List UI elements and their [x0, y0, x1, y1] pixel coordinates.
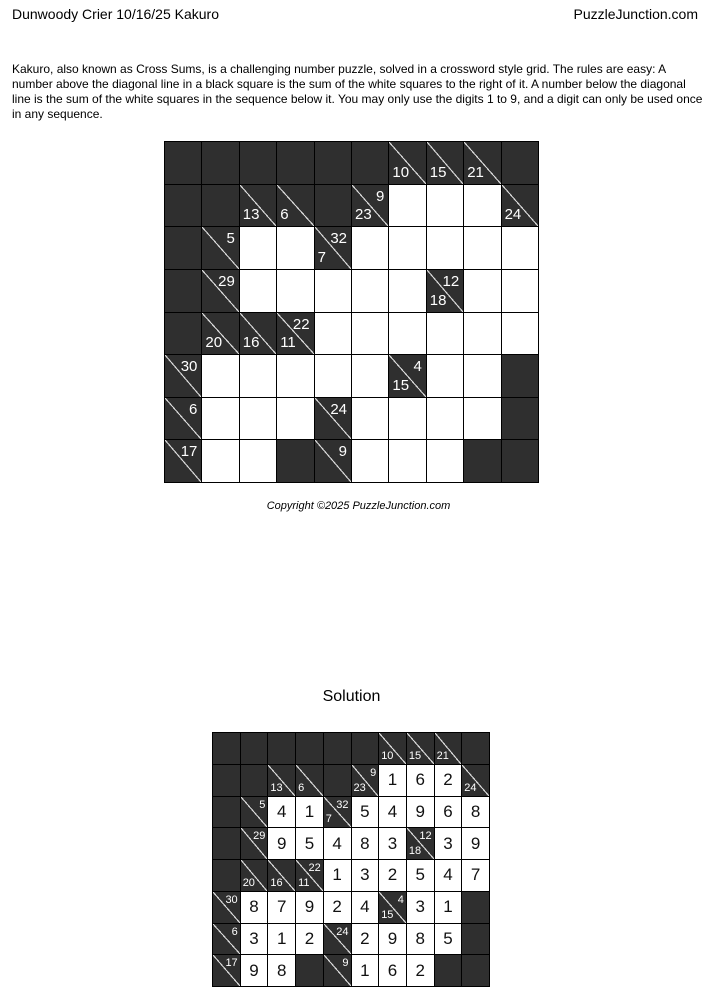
down-sum: 15	[381, 908, 394, 921]
solution-entry-cell	[296, 828, 323, 859]
solution-digit: 4	[387, 801, 398, 821]
puzzle-entry-cell[interactable]	[427, 440, 463, 482]
puzzle-entry-cell[interactable]	[352, 355, 388, 397]
solution-black-cell	[462, 892, 489, 923]
solution-digit: 5	[304, 833, 315, 853]
down-sum: 15	[392, 376, 410, 394]
down-sum: 10	[392, 163, 410, 181]
across-sum: 9	[338, 443, 347, 461]
across-sum: 5	[259, 798, 266, 811]
solution-digit: 3	[387, 833, 398, 853]
puzzle-clue-cell	[427, 270, 463, 312]
solution-black-cell	[241, 733, 268, 764]
solution-entry-cell	[435, 828, 462, 859]
solution-entry-cell	[352, 860, 379, 891]
puzzle-entry-cell[interactable]	[464, 185, 500, 227]
solution-clue-cell	[324, 797, 351, 828]
puzzle-entry-cell[interactable]	[240, 227, 276, 269]
down-sum: 13	[242, 206, 260, 224]
down-sum: 6	[280, 206, 289, 224]
solution-digit: 2	[304, 928, 315, 948]
solution-entry-cell	[407, 797, 434, 828]
solution-black-cell	[213, 860, 240, 891]
solution-digit: 1	[332, 865, 342, 885]
solution-entry-cell	[268, 797, 295, 828]
puzzle-entry-cell[interactable]	[427, 355, 463, 397]
puzzle-entry-cell[interactable]	[427, 398, 463, 440]
solution-digit: 5	[443, 928, 453, 948]
puzzle-black-cell	[165, 270, 201, 312]
solution-digit: 8	[470, 801, 481, 821]
solution-digit: 3	[415, 897, 425, 917]
puzzle-black-cell	[464, 440, 500, 482]
solution-digit: 2	[443, 770, 453, 790]
down-sum: 23	[353, 781, 366, 794]
puzzle-black-cell	[202, 185, 238, 227]
solution-digit: 2	[360, 928, 370, 948]
puzzle-black-cell	[165, 185, 201, 227]
across-sum: 9	[370, 766, 377, 779]
puzzle-entry-cell[interactable]	[389, 227, 425, 269]
puzzle-entry-cell[interactable]	[389, 398, 425, 440]
puzzle-clue-cell	[277, 313, 313, 355]
solution-entry-cell	[435, 924, 462, 955]
solution-entry-cell	[407, 924, 434, 955]
solution-clue-cell	[324, 955, 351, 986]
puzzle-black-cell	[502, 142, 538, 184]
puzzle-entry-cell[interactable]	[427, 313, 463, 355]
solution-digit: 9	[470, 833, 481, 853]
solution-digit: 4	[360, 897, 370, 917]
down-sum: 21	[436, 749, 449, 762]
puzzle-entry-cell[interactable]	[277, 227, 313, 269]
puzzle-entry-cell[interactable]	[240, 355, 276, 397]
puzzle-entry-cell[interactable]	[464, 398, 500, 440]
solution-entry-cell	[435, 765, 462, 796]
puzzle-entry-cell[interactable]	[240, 270, 276, 312]
puzzle-entry-cell[interactable]	[202, 440, 238, 482]
puzzle-entry-cell[interactable]	[277, 355, 313, 397]
solution-entry-cell	[435, 797, 462, 828]
solution-entry-cell	[268, 828, 295, 859]
solution-entry-cell	[352, 924, 379, 955]
down-sum: 7	[325, 813, 332, 826]
solution-black-cell	[213, 733, 240, 764]
puzzle-clue-cell	[315, 440, 351, 482]
puzzle-black-cell	[240, 142, 276, 184]
puzzle-black-cell	[165, 142, 201, 184]
solution-entry-cell	[407, 765, 434, 796]
across-sum: 4	[397, 893, 404, 906]
puzzle-entry-cell[interactable]	[240, 440, 276, 482]
solution-digit: 9	[304, 897, 315, 917]
solution-clue-cell	[379, 733, 406, 764]
solution-black-cell	[213, 765, 240, 796]
solution-clue-cell	[296, 765, 323, 796]
solution-title: Solution	[322, 688, 381, 705]
puzzle-entry-cell[interactable]	[427, 227, 463, 269]
puzzle-black-cell	[502, 440, 538, 482]
across-sum: 32	[336, 798, 349, 811]
solution-entry-cell	[379, 828, 406, 859]
solution-entry-cell	[324, 860, 351, 891]
across-sum: 24	[336, 925, 349, 938]
puzzle-clue-cell	[240, 185, 276, 227]
solution-clue-cell	[296, 860, 323, 891]
puzzle-clue-cell	[277, 185, 313, 227]
down-sum: 16	[270, 876, 283, 889]
solution-entry-cell	[241, 892, 268, 923]
solution-clue-cell	[379, 892, 406, 923]
solution-digit: 3	[443, 833, 453, 853]
puzzle-entry-cell[interactable]	[352, 227, 388, 269]
down-sum: 18	[429, 291, 447, 309]
solution-entry-cell	[352, 797, 379, 828]
solution-digit: 2	[387, 865, 398, 885]
solution-digit: 4	[443, 865, 453, 885]
header-title: Dunwoody Crier 10/16/25 Kakuro	[12, 6, 220, 22]
puzzle-black-cell	[277, 142, 313, 184]
down-sum: 24	[504, 206, 522, 224]
puzzle-entry-cell[interactable]	[427, 185, 463, 227]
solution-entry-cell	[296, 892, 323, 923]
across-sum: 30	[225, 893, 238, 906]
solution-clue-cell	[241, 797, 268, 828]
across-sum: 22	[308, 862, 321, 874]
solution-entry-cell	[324, 828, 351, 859]
down-sum: 15	[429, 163, 447, 181]
solution-black-cell	[296, 733, 323, 764]
solution-entry-cell	[379, 765, 406, 796]
puzzle-clue-cell	[352, 185, 388, 227]
puzzle-entry-cell[interactable]	[352, 270, 388, 312]
solution-digit: 6	[443, 801, 453, 821]
across-sum: 12	[442, 272, 460, 290]
solution-black-cell	[213, 828, 240, 859]
puzzle-clue-cell	[165, 440, 201, 482]
down-sum: 21	[467, 163, 484, 181]
puzzle-clue-cell	[427, 142, 463, 184]
solution-black-cell	[296, 955, 323, 986]
puzzle-clue-cell	[315, 227, 351, 269]
solution-digit: 8	[277, 960, 287, 980]
solution-digit: 1	[304, 801, 315, 821]
solution-digit: 9	[387, 928, 398, 948]
solution-digit: 2	[415, 960, 425, 980]
solution-entry-cell	[379, 924, 406, 955]
puzzle-entry-cell[interactable]	[277, 398, 313, 440]
across-sum: 32	[330, 230, 347, 248]
solution-entry-cell	[268, 955, 295, 986]
across-sum: 4	[413, 358, 422, 376]
solution-digit: 2	[332, 897, 342, 917]
puzzle-black-cell	[352, 142, 388, 184]
solution-entry-cell	[407, 860, 434, 891]
solution-entry-cell	[435, 860, 462, 891]
solution-clue-cell	[324, 924, 351, 955]
solution-clue-cell	[213, 924, 240, 955]
solution-digit: 9	[249, 960, 259, 980]
puzzle-entry-cell[interactable]	[315, 355, 351, 397]
puzzle-entry-cell[interactable]	[464, 227, 500, 269]
across-sum: 12	[419, 830, 432, 843]
puzzle-entry-cell[interactable]	[277, 270, 313, 312]
solution-black-cell	[241, 765, 268, 796]
across-sum: 29	[253, 830, 266, 843]
puzzle-clue-cell	[240, 313, 276, 355]
solution-digit: 7	[277, 897, 287, 917]
puzzle-black-cell	[502, 398, 538, 440]
solution-black-cell	[435, 955, 462, 986]
down-sum: 18	[408, 845, 422, 857]
puzzle-entry-cell[interactable]	[240, 398, 276, 440]
puzzle-clue-cell	[202, 270, 238, 312]
solution-clue-cell	[407, 828, 434, 859]
solution-clue-cell	[241, 828, 268, 859]
solution-entry-cell	[352, 892, 379, 923]
puzzle-entry-cell[interactable]	[352, 440, 388, 482]
solution-entry-cell	[462, 828, 489, 859]
solution-clue-cell	[407, 733, 434, 764]
solution-digit: 6	[415, 770, 425, 790]
down-sum: 20	[205, 334, 223, 352]
puzzle-entry-cell[interactable]	[315, 270, 351, 312]
down-sum: 6	[298, 781, 305, 794]
puzzle-entry-cell[interactable]	[352, 313, 388, 355]
across-sum: 9	[342, 957, 349, 970]
solution-digit: 1	[360, 960, 370, 980]
solution-clue-cell	[268, 860, 295, 891]
puzzle-black-cell	[315, 142, 351, 184]
puzzle-entry-cell[interactable]	[389, 440, 425, 482]
across-sum: 5	[226, 230, 235, 248]
across-sum: 29	[218, 272, 235, 290]
solution-clue-cell	[352, 765, 379, 796]
solution-entry-cell	[407, 955, 434, 986]
down-sum: 20	[242, 876, 255, 889]
across-sum: 22	[292, 315, 310, 333]
across-sum: 24	[330, 400, 347, 418]
puzzle-entry-cell[interactable]	[352, 398, 388, 440]
solution-digit: 1	[277, 928, 287, 948]
solution-digit: 6	[387, 960, 398, 980]
puzzle-black-cell	[315, 185, 351, 227]
solution-clue-cell	[435, 733, 462, 764]
puzzle-black-cell	[165, 227, 201, 269]
solution-digit: 9	[277, 833, 287, 853]
puzzle-clue-cell	[165, 398, 201, 440]
solution-black-cell	[462, 924, 489, 955]
across-sum: 6	[231, 925, 238, 938]
puzzle-grid	[164, 141, 539, 483]
solution-digit: 4	[277, 801, 287, 821]
puzzle-entry-cell[interactable]	[464, 270, 500, 312]
down-sum: 11	[280, 334, 296, 352]
solution-entry-cell	[407, 892, 434, 923]
solution-black-cell	[324, 733, 351, 764]
solution-entry-cell	[379, 955, 406, 986]
puzzle-black-cell	[165, 313, 201, 355]
solution-entry-cell	[241, 955, 268, 986]
across-sum: 30	[180, 358, 198, 376]
solution-entry-cell	[241, 924, 268, 955]
puzzle-entry-cell[interactable]	[389, 185, 425, 227]
puzzle-clue-cell	[202, 313, 238, 355]
solution-entry-cell	[268, 892, 295, 923]
solution-black-cell	[324, 765, 351, 796]
solution-entry-cell	[352, 955, 379, 986]
solution-clue-cell	[213, 892, 240, 923]
solution-digit: 5	[360, 801, 370, 821]
puzzle-clue-cell	[389, 142, 425, 184]
solution-clue-cell	[268, 765, 295, 796]
down-sum: 7	[317, 248, 326, 266]
puzzle-entry-cell[interactable]	[315, 313, 351, 355]
puzzle-entry-cell[interactable]	[202, 398, 238, 440]
down-sum: 16	[242, 334, 260, 352]
solution-digit: 7	[470, 865, 481, 885]
puzzle-entry-cell[interactable]	[502, 227, 538, 269]
puzzle-entry-cell[interactable]	[502, 313, 538, 355]
solution-clue-cell	[213, 955, 240, 986]
puzzle-clue-cell	[315, 398, 351, 440]
puzzle-entry-cell[interactable]	[502, 270, 538, 312]
instructions-text: Kakuro, also known as Cross Sums, is a challenging number puzzle, solved in a crossword style grid. The rules are easy: A number above the diagonal line in a black square is the sum of the white squares to the right of it. A number below the diagonal line is the sum of the white squares in the sequence below it. You may only use the digits 1 to 9, and a digit can only be used once in any sequence.	[12, 62, 703, 121]
puzzle-clue-cell	[464, 142, 500, 184]
solution-entry-cell	[268, 924, 295, 955]
solution-digit: 3	[249, 928, 259, 948]
solution-black-cell	[352, 733, 379, 764]
puzzle-entry-cell[interactable]	[389, 270, 425, 312]
across-sum: 6	[189, 400, 198, 418]
across-sum: 9	[376, 187, 385, 205]
solution-entry-cell	[462, 797, 489, 828]
puzzle-entry-cell[interactable]	[464, 313, 500, 355]
puzzle-entry-cell[interactable]	[389, 313, 425, 355]
solution-entry-cell	[462, 860, 489, 891]
solution-digit: 1	[387, 770, 398, 790]
solution-digit: 9	[415, 801, 425, 821]
solution-black-cell	[462, 955, 489, 986]
solution-black-cell	[213, 797, 240, 828]
solution-entry-cell	[379, 797, 406, 828]
puzzle-black-cell	[502, 355, 538, 397]
down-sum: 24	[464, 781, 477, 794]
down-sum: 23	[355, 206, 372, 224]
across-sum: 17	[180, 443, 198, 461]
solution-entry-cell	[324, 892, 351, 923]
puzzle-clue-cell	[389, 355, 425, 397]
solution-digit: 1	[443, 897, 453, 917]
solution-black-cell	[462, 733, 489, 764]
copyright-text: Copyright ©2025 PuzzleJunction.com	[266, 500, 451, 512]
across-sum: 17	[225, 957, 238, 970]
solution-digit: 3	[360, 865, 370, 885]
puzzle-black-cell	[277, 440, 313, 482]
solution-digit: 8	[360, 833, 370, 853]
puzzle-clue-cell	[202, 227, 238, 269]
solution-digit: 4	[332, 833, 342, 853]
down-sum: 11	[298, 876, 310, 889]
puzzle-entry-cell[interactable]	[202, 355, 238, 397]
solution-clue-cell	[462, 765, 489, 796]
puzzle-clue-cell	[502, 185, 538, 227]
down-sum: 10	[381, 749, 394, 762]
puzzle-entry-cell[interactable]	[464, 355, 500, 397]
solution-entry-cell	[352, 828, 379, 859]
solution-clue-cell	[241, 860, 268, 891]
solution-entry-cell	[435, 892, 462, 923]
solution-entry-cell	[296, 924, 323, 955]
solution-entry-cell	[296, 797, 323, 828]
down-sum: 15	[408, 749, 422, 762]
down-sum: 13	[270, 781, 283, 794]
puzzle-black-cell	[202, 142, 238, 184]
site-name: PuzzleJunction.com	[573, 6, 698, 22]
solution-entry-cell	[379, 860, 406, 891]
solution-digit: 8	[415, 928, 425, 948]
solution-grid	[212, 732, 490, 987]
puzzle-clue-cell	[165, 355, 201, 397]
solution-digit: 5	[415, 865, 425, 885]
solution-black-cell	[268, 733, 295, 764]
solution-digit: 8	[249, 897, 259, 917]
